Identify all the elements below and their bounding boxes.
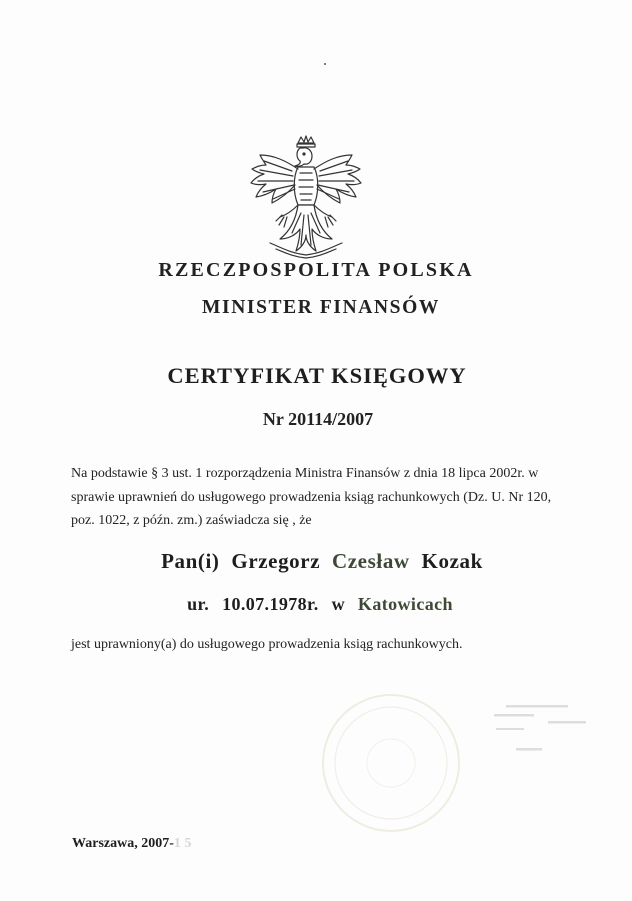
legal-basis-line-1: Na podstawie § 3 ust. 1 rozporządzenia Ministra Finansów z dnia 18 lipca 2002r. w (71, 466, 539, 481)
place-date-text: Warszawa, 2007- (72, 836, 174, 851)
birth-prefix: ur. (187, 594, 210, 614)
white-eagle-emblem-icon (246, 135, 366, 260)
paper-speck (324, 63, 326, 65)
authorization-statement: jest uprawniony(a) do usługowego prowadzenia ksiąg rachunkowych. (71, 637, 463, 652)
holder-first-name: Grzegorz (231, 549, 321, 573)
faded-official-seal-icon (316, 688, 466, 838)
birth-place: Katowicach (357, 594, 453, 614)
legal-basis-line-2: sprawie uprawnień do usługowego prowadzenia ksiąg rachunkowych (Dz. U. Nr 120, (71, 489, 552, 505)
certificate-holder (0, 549, 632, 574)
holder-salutation: Pan(i) (161, 549, 220, 573)
place-date-faded: 1 5 (173, 836, 192, 851)
birth-date: 10.07.1978r. (222, 594, 319, 614)
holder-last-name: Kozak (421, 549, 483, 573)
certificate-title: CERTYFIKAT KSIĘGOWY (167, 363, 467, 388)
ministry-heading: MINISTER FINANSÓW (202, 297, 440, 318)
birth-connector: w (331, 594, 346, 614)
certificate-number: Nr 20114/2007 (262, 409, 374, 429)
legal-basis-line-3: poz. 1022, z późn. zm.) zaświadcza się , że (71, 513, 312, 528)
birth-details (0, 594, 632, 615)
country-heading: RZECZPOSPOLITA POLSKA (158, 259, 474, 281)
place-and-date (72, 836, 191, 852)
legal-basis-paragraph (71, 462, 587, 533)
faded-ministry-stamp-icon (456, 702, 591, 764)
holder-middle-name: Czesław (332, 549, 410, 573)
